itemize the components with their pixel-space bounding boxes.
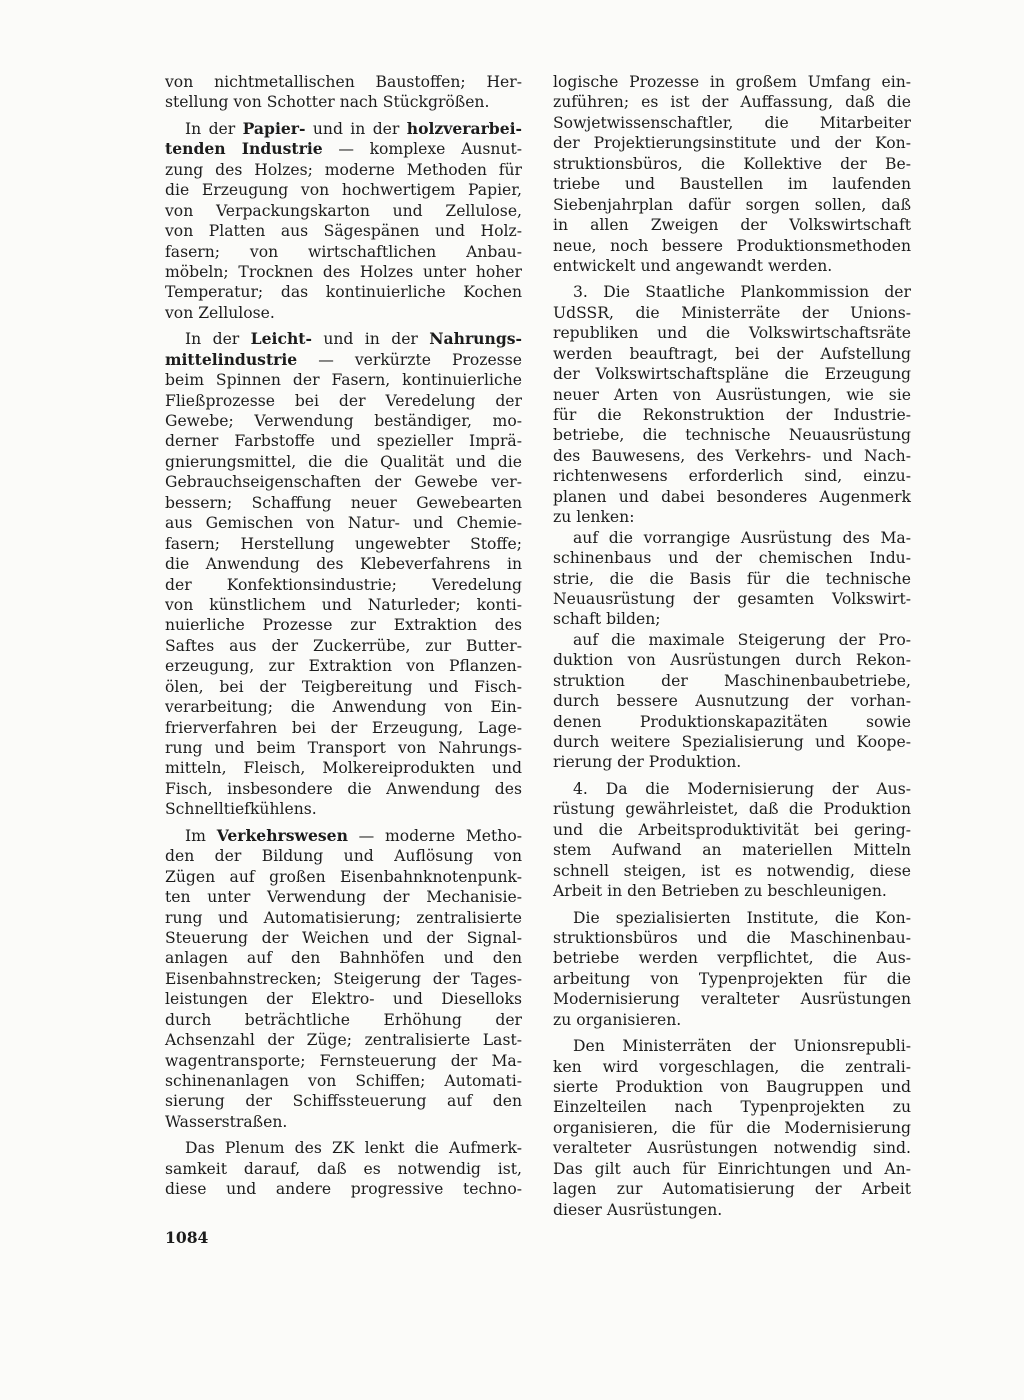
line-text: Eisenbahnstrecken; Steigerung der Tages- (165, 969, 522, 988)
line-text: schaft bilden; (553, 610, 661, 629)
line-text: schinenbaus und der chemischen Indu- (553, 549, 911, 568)
line-text: — verkürzte Prozesse (297, 350, 522, 369)
text-line (165, 493, 522, 513)
line-text: entwickelt und angewandt werden. (553, 256, 833, 275)
text-line (553, 364, 911, 384)
line-text: anlagen auf den Bahnhöfen und den (165, 949, 522, 968)
text-line (553, 1057, 911, 1077)
line-text: durch weitere Spezialisierung und Koope- (553, 733, 911, 751)
text-line (553, 548, 911, 568)
text-line (165, 370, 522, 390)
line-text: auf die vorrangige Ausrüstung des Ma- (573, 528, 911, 547)
line-text: der Konfektionsindustrie; Veredelung (165, 575, 522, 594)
line-text: veralteter Ausrüstungen notwendig sind. (553, 1139, 911, 1158)
text-line (553, 1010, 911, 1030)
line-text: 3. Die Staatliche Plankommission der (573, 283, 911, 302)
line-text: neue, noch bessere Produktionsmethoden (553, 236, 911, 255)
line-text: bessern; Schaffung neuer Gewebearten (165, 493, 522, 512)
line-text: des Bauwesens, des Verkehrs- und Nach- (553, 446, 911, 465)
text-line (165, 1091, 522, 1111)
text-line (553, 323, 911, 343)
text-line (165, 303, 522, 323)
line-text: gnierungsmittel, die die Qualität und die (165, 452, 522, 471)
bold-term: Leicht- (250, 329, 312, 349)
text-line (165, 1179, 522, 1199)
text-line (165, 554, 522, 574)
text-line (553, 236, 911, 256)
line-text: struktionsbüros und die Maschinenbau- (553, 928, 911, 947)
text-line (553, 712, 911, 732)
text-line (553, 1159, 911, 1179)
line-text: frierverfahren bei der Erzeugung, Lage- (165, 718, 522, 737)
line-text: für die Rekonstruktion der Industrie- (553, 406, 911, 424)
text-line (165, 826, 522, 846)
line-text: beim Spinnen der Fasern, kontinuierliche (165, 371, 522, 390)
line-text: Schnelltiefkühlens. (165, 800, 317, 819)
text-line (553, 969, 911, 989)
text-line (165, 534, 522, 554)
line-text: von Zellulose. (165, 303, 275, 322)
line-text: der Volkswirtschaftspläne die Erzeugung (553, 365, 911, 384)
line-text: schinenanlagen von Schiffen; Automati- (165, 1072, 522, 1090)
text-line (553, 928, 911, 948)
line-text: Siebenjahrplan dafür sorgen sollen, daß (553, 195, 911, 214)
line-text: Fisch, insbesondere die Anwendung des (165, 779, 522, 798)
line-text: stellung von Schotter nach Stückgrößen. (165, 93, 490, 112)
text-line (165, 160, 522, 180)
text-line (165, 697, 522, 717)
text-line (165, 72, 522, 92)
text-line (553, 732, 911, 752)
text-line (553, 385, 911, 405)
line-text: Fließprozesse bei der Veredelung der (165, 391, 522, 410)
line-text: Das gilt auch für Einrichtungen und An- (553, 1159, 911, 1178)
line-text: neuer Arten von Ausrüstungen, wie sie (553, 385, 911, 404)
line-text: zu organisieren. (553, 1010, 682, 1029)
line-text: rüstung gewährleistet, daß die Produktion (553, 800, 911, 819)
text-line (165, 656, 522, 676)
line-text: 4. Da die Modernisierung der Aus- (573, 779, 911, 798)
line-text: von künstlichem und Naturleder; konti- (165, 595, 522, 614)
line-text: Im (185, 826, 217, 845)
line-text: Arbeit in den Betrieben zu beschleunigen. (553, 882, 887, 901)
line-text: UdSSR, die Ministerräte der Unions- (553, 303, 911, 322)
line-text: Zügen auf großen Eisenbahnknotenpunk- (165, 867, 522, 886)
bold-term: Nahrungs- (429, 329, 523, 349)
line-text: zu lenken: (553, 508, 635, 527)
text-line (553, 1179, 911, 1199)
line-text: republiken und die Volkswirtschaftsräte (553, 324, 911, 343)
line-text: von Platten aus Sägespänen und Holz- (165, 222, 522, 241)
text-line (165, 846, 522, 866)
line-text: Die spezialisierten Institute, die Kon- (573, 908, 911, 927)
text-line (165, 411, 522, 431)
text-line (165, 969, 522, 989)
line-text: Sowjetwissenschaftler, die Mitarbeiter (553, 113, 911, 132)
line-text: Das Plenum des ZK lenkt die Aufmerk- (185, 1139, 522, 1158)
bold-term: Verkehrswesen (216, 825, 348, 845)
text-line (553, 1118, 911, 1138)
line-text: ten unter Verwendung der Mechanisie- (165, 888, 522, 907)
line-text: betriebe, die technische Neuausrüstung (553, 426, 911, 445)
text-line (553, 405, 911, 425)
line-text: nuierliche Prozesse zur Extraktion des (165, 616, 522, 635)
text-line (553, 1077, 911, 1097)
line-text: duktion von Ausrüstungen durch Rekon- (553, 651, 911, 670)
text-line (553, 487, 911, 507)
line-text: triebe und Baustellen im laufenden (553, 175, 911, 194)
text-line (165, 350, 522, 370)
line-text: die Anwendung des Klebeverfahrens in (165, 555, 522, 574)
text-line (165, 738, 522, 758)
text-line (165, 867, 522, 887)
line-text: mitteln, Fleisch, Molkereiprodukten und (165, 759, 522, 778)
text-line (165, 201, 522, 221)
line-text: In der (185, 330, 251, 349)
text-line (553, 799, 911, 819)
line-text: Neuausrüstung der gesamten Volkswirt- (553, 589, 911, 608)
line-text: ölen, bei der Teigbereitung und Fisch- (165, 677, 522, 696)
line-text: struktionsbüros, die Kollektive der Be- (553, 154, 911, 173)
line-text: und in der (305, 119, 407, 138)
text-line (553, 989, 911, 1009)
text-line (553, 133, 911, 153)
line-text: lagen zur Automatisierung der Arbeit (553, 1180, 911, 1199)
line-text: aus Gemischen von Natur- und Chemie- (165, 514, 522, 533)
text-line (553, 507, 911, 527)
line-text: Wasserstraßen. (165, 1112, 288, 1131)
text-line (165, 989, 522, 1009)
line-text: arbeitung von Typenprojekten für die (553, 969, 911, 988)
bold-term: mittelindustrie (165, 349, 298, 369)
text-line (553, 215, 911, 235)
line-text: struktion der Maschinenbaubetriebe, (553, 671, 911, 690)
text-line (165, 391, 522, 411)
text-line (165, 242, 522, 262)
text-line (165, 282, 522, 302)
line-text: Den Ministerräten der Unionsrepubli- (573, 1037, 911, 1056)
line-text: fasern; von wirtschaftlichen Anbau- (165, 242, 522, 261)
line-text: und die Arbeitsproduktivität bei gering- (553, 820, 911, 839)
line-text: Steuerung der Weichen und der Signal- (165, 928, 522, 947)
text-line (165, 575, 522, 595)
line-text: Achsenzahl der Züge; zentralisierte Last- (165, 1031, 522, 1050)
line-text: diese und andere progressive techno- (165, 1180, 522, 1199)
text-line (165, 758, 522, 778)
text-line (165, 1030, 522, 1050)
line-text: erzeugung, zur Extraktion von Pflanzen- (165, 657, 522, 676)
line-text: Temperatur; das kontinuierliche Kochen (165, 283, 522, 302)
line-text: von Verpackungskarton und Zellulose, (165, 201, 522, 220)
text-line (165, 928, 522, 948)
line-text: durch beträchtliche Erhöhung der (165, 1010, 522, 1029)
bold-term: tenden Industrie (165, 139, 323, 159)
text-line (165, 1051, 522, 1071)
line-text: samkeit darauf, daß es notwendig ist, (165, 1159, 522, 1178)
text-line (165, 677, 522, 697)
right-column (553, 72, 911, 1220)
line-text: sierung der Schiffssteuerung auf den (165, 1092, 522, 1111)
text-line (553, 174, 911, 194)
text-line (553, 948, 911, 968)
line-text: dieser Ausrüstungen. (553, 1200, 723, 1219)
line-text: Saftes aus der Zuckerrübe, zur Butter- (165, 636, 522, 655)
text-line (165, 595, 522, 615)
text-line (553, 282, 911, 302)
text-line (165, 799, 522, 819)
text-line (165, 452, 522, 472)
line-text: durch bessere Ausnutzung der vorhan- (553, 692, 911, 711)
line-text: werden beauftragt, bei der Aufstellung (553, 344, 911, 363)
line-text: fasern; Herstellung ungewebter Stoffe; (165, 534, 522, 553)
text-line (165, 1071, 522, 1091)
text-line (553, 671, 911, 691)
text-line (553, 344, 911, 364)
bold-term: holzverarbei- (406, 118, 523, 138)
text-line (165, 329, 522, 349)
text-line (165, 1159, 522, 1179)
text-line (553, 195, 911, 215)
text-line (553, 466, 911, 486)
text-line (553, 840, 911, 860)
line-text: In der (185, 119, 243, 138)
text-line (165, 431, 522, 451)
text-line (165, 92, 522, 112)
line-text: verarbeitung; die Anwendung von Ein- (165, 698, 522, 717)
text-line (165, 1112, 522, 1132)
line-text: — moderne Metho- (347, 826, 522, 845)
text-line (553, 1097, 911, 1117)
line-text: richtenwesens erforderlich sind, einzu- (553, 467, 911, 486)
text-line (165, 472, 522, 492)
line-text: der Projektierungsinstitute und der Kon- (553, 134, 911, 153)
line-text: rung und beim Transport von Nahrungs- (165, 739, 522, 757)
line-text: stem Aufwand an materiellen Mitteln (553, 841, 911, 860)
text-line (553, 303, 911, 323)
line-text: zung des Holzes; moderne Methoden für (165, 160, 522, 179)
text-line (165, 636, 522, 656)
text-line (553, 861, 911, 881)
text-line (165, 615, 522, 635)
text-line (553, 446, 911, 466)
line-text: die Erzeugung von hochwertigem Papier, (165, 181, 522, 200)
text-line (553, 154, 911, 174)
line-text: rierung der Produktion. (553, 753, 742, 772)
text-line (553, 1138, 911, 1158)
text-line (553, 630, 911, 650)
text-line (553, 72, 911, 92)
line-text: organisieren, die für die Modernisierung (553, 1118, 911, 1137)
text-line (165, 180, 522, 200)
line-text: von nichtmetallischen Baustoffen; Her- (165, 73, 522, 91)
text-line (553, 569, 911, 589)
text-line (165, 221, 522, 241)
text-line (553, 881, 911, 901)
text-line (553, 425, 911, 445)
text-line (165, 948, 522, 968)
text-line (553, 589, 911, 609)
bold-term: Papier- (242, 118, 306, 138)
text-line (553, 752, 911, 772)
line-text: strie, die die Basis für die technische (553, 569, 911, 588)
line-text: zuführen; es ist der Auffassung, daß die (553, 93, 911, 112)
text-line (165, 779, 522, 799)
text-line (165, 139, 522, 159)
line-text: — komplexe Ausnut- (322, 140, 522, 159)
text-line (165, 1010, 522, 1030)
line-text: und in der (311, 330, 430, 349)
text-line (165, 119, 522, 139)
text-line (553, 691, 911, 711)
line-text: sierte Produktion von Baugruppen und (553, 1078, 911, 1096)
line-text: wagentransporte; Fernsteuerung der Ma- (165, 1051, 522, 1070)
line-text: auf die maximale Steigerung der Pro- (573, 630, 911, 649)
text-line (165, 1138, 522, 1158)
text-line (553, 92, 911, 112)
line-text: rung und Automatisierung; zentralisierte (165, 908, 522, 927)
text-line (553, 908, 911, 928)
line-text: den der Bildung und Auflösung von (165, 847, 522, 866)
text-line (553, 820, 911, 840)
line-text: Einzelteilen nach Typenprojekten zu (553, 1098, 911, 1117)
text-line (553, 650, 911, 670)
line-text: Modernisierung veralteter Ausrüstungen (553, 990, 911, 1009)
text-line (165, 513, 522, 533)
text-line (553, 528, 911, 548)
line-text: möbeln; Trocknen des Holzes unter hoher (165, 262, 522, 281)
line-text: ken wird vorgeschlagen, die zentrali- (553, 1057, 911, 1076)
line-text: Gewebe; Verwendung beständiger, mo- (165, 412, 522, 430)
page-number: 1084 (165, 1228, 209, 1247)
text-line (553, 1200, 911, 1220)
line-text: leistungen der Elektro- und Dieselloks (165, 990, 522, 1009)
line-text: in allen Zweigen der Volkswirtschaft (553, 216, 911, 235)
line-text: denen Produktionskapazitäten sowie (553, 712, 911, 731)
line-text: schnell steigen, ist es notwendig, diese (553, 861, 911, 880)
text-line (165, 262, 522, 282)
left-column (165, 72, 522, 1200)
text-line (553, 113, 911, 133)
text-line (165, 718, 522, 738)
line-text: betriebe werden verpflichtet, die Aus- (553, 949, 911, 968)
text-line (553, 779, 911, 799)
line-text: derner Farbstoffe und spezieller Imprä- (165, 432, 522, 451)
text-line (165, 908, 522, 928)
text-line (553, 609, 911, 629)
text-line (553, 1036, 911, 1056)
text-line (553, 256, 911, 276)
line-text: logische Prozesse in großem Umfang ein- (553, 73, 911, 91)
line-text: Gebrauchseigenschaften der Gewebe ver- (165, 473, 522, 492)
text-line (165, 887, 522, 907)
line-text: planen und dabei besonderes Augenmerk (553, 487, 911, 506)
